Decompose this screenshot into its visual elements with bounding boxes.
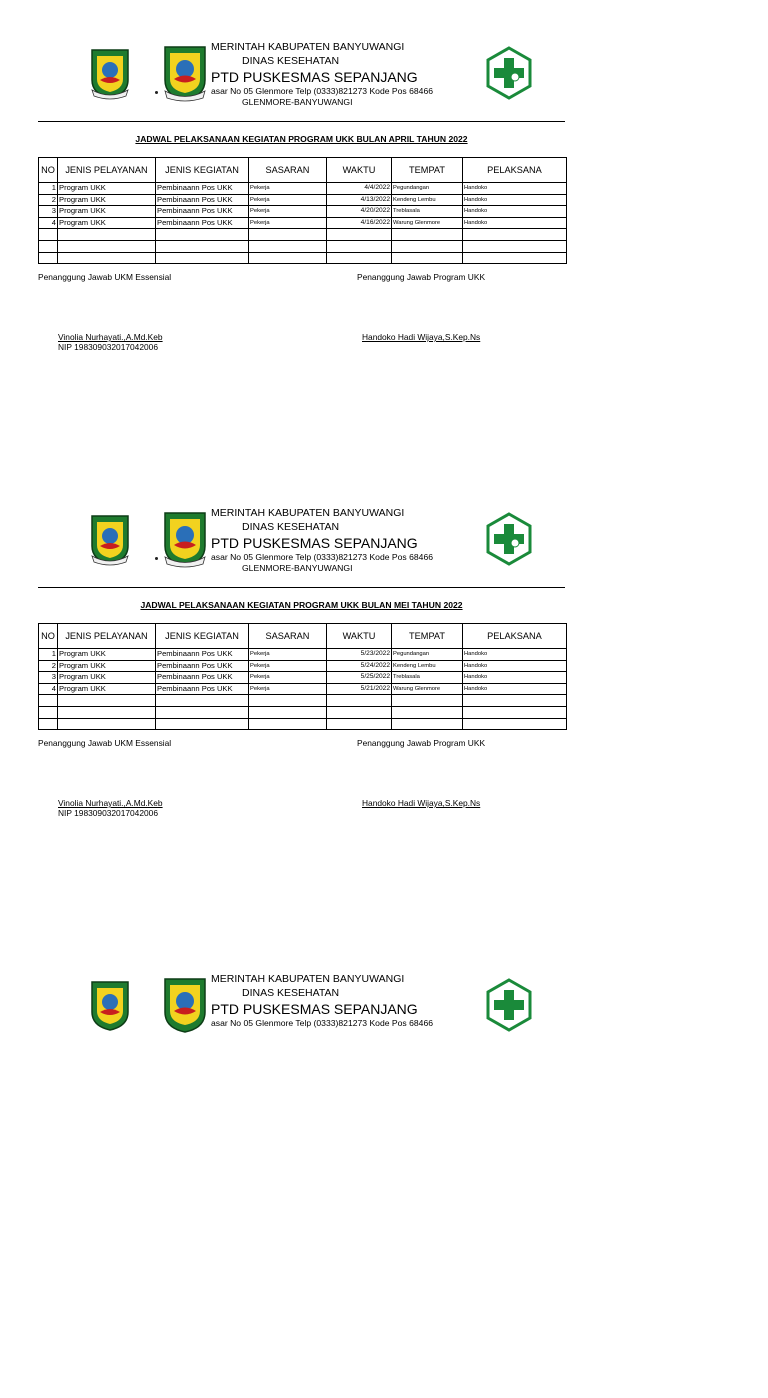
cell-sasaran: Pekerja <box>249 649 327 661</box>
cell-waktu: 5/24/2022 <box>327 660 392 672</box>
empty-row <box>39 229 567 241</box>
puskesmas-logo-icon <box>485 512 533 566</box>
cell-waktu: 5/21/2022 <box>327 683 392 695</box>
table-row <box>39 183 567 195</box>
signature-nip-left: NIP 198309032017042006 <box>58 342 158 352</box>
cell-sasaran: Pekerja <box>249 683 327 695</box>
regency-emblem-icon <box>160 508 210 568</box>
header-no: NO <box>39 624 58 649</box>
letterhead-city: GLENMORE-BANYUWANGI <box>242 97 353 107</box>
empty-row <box>39 706 567 718</box>
cell-kegiatan: Pembinaann Pos UKK <box>156 217 249 229</box>
cell-no: 3 <box>39 672 58 684</box>
cell-pelayanan: Program UKK <box>58 649 156 661</box>
cell-pelayanan: Program UKK <box>58 183 156 195</box>
letterhead-department: DINAS KESEHATAN <box>242 521 340 533</box>
header-divider <box>38 121 565 122</box>
header-jenis-kegiatan: JENIS KEGIATAN <box>156 624 249 649</box>
letterhead-address: asar No 05 Glenmore Telp (0333)821273 Kode Pos 68466 <box>211 552 433 562</box>
cell-waktu: 4/4/2022 <box>327 183 392 195</box>
cell-waktu: 4/16/2022 <box>327 217 392 229</box>
cell-kegiatan: Pembinaann Pos UKK <box>156 683 249 695</box>
empty-row <box>39 695 567 707</box>
signature-name-right: Handoko Hadi Wijaya,S.Kep.Ns <box>362 798 481 808</box>
schedule-table <box>38 623 567 730</box>
empty-row <box>39 252 567 264</box>
table-header-row <box>39 158 567 183</box>
cell-kegiatan: Pembinaann Pos UKK <box>156 660 249 672</box>
cell-kegiatan: Pembinaann Pos UKK <box>156 183 249 195</box>
schedule-title: JADWAL PELAKSANAAN KEGIATAN PROGRAM UKK BULAN APRIL TAHUN 2022 <box>135 134 468 144</box>
letterhead-section-partial <box>0 932 768 1398</box>
header-jenis-pelayanan: JENIS PELAYANAN <box>58 624 156 649</box>
header-jenis-kegiatan: JENIS KEGIATAN <box>156 158 249 183</box>
cell-waktu: 5/25/2022 <box>327 672 392 684</box>
cell-pelaksana: Handoko <box>463 217 567 229</box>
regency-emblem-icon <box>160 974 210 1034</box>
letterhead-address: asar No 05 Glenmore Telp (0333)821273 Kode Pos 68466 <box>211 86 433 96</box>
cell-tempat: Treblasala <box>392 206 463 218</box>
signature-name-left: Vinolia Nurhayati.,A.Md.Keb <box>58 798 163 808</box>
cell-sasaran: Pekerja <box>249 672 327 684</box>
decorative-dot <box>155 91 158 94</box>
cell-pelaksana: Handoko <box>463 649 567 661</box>
cell-tempat: Pegundangan <box>392 649 463 661</box>
header-waktu: WAKTU <box>327 624 392 649</box>
cell-kegiatan: Pembinaann Pos UKK <box>156 649 249 661</box>
table-row <box>39 206 567 218</box>
table-row <box>39 194 567 206</box>
cell-pelaksana: Handoko <box>463 183 567 195</box>
signature-name-right: Handoko Hadi Wijaya,S.Kep.Ns <box>362 332 481 342</box>
letterhead-department: DINAS KESEHATAN <box>242 987 340 999</box>
header-divider <box>38 587 565 588</box>
cell-no: 1 <box>39 649 58 661</box>
signature-role-right: Penanggung Jawab Program UKK <box>357 738 486 748</box>
cell-pelaksana: Handoko <box>463 660 567 672</box>
header-sasaran: SASARAN <box>249 624 327 649</box>
letterhead-city: GLENMORE-BANYUWANGI <box>242 563 353 573</box>
signature-role-left: Penanggung Jawab UKM Essensial <box>38 272 172 282</box>
signature-name-left: Vinolia Nurhayati.,A.Md.Keb <box>58 332 163 342</box>
signature-nip-left: NIP 198309032017042006 <box>58 808 158 818</box>
letterhead-puskesmas: PTD PUSKESMAS SEPANJANG <box>211 535 418 551</box>
cell-no: 1 <box>39 183 58 195</box>
schedule-title: JADWAL PELAKSANAAN KEGIATAN PROGRAM UKK BULAN MEI TAHUN 2022 <box>140 600 463 610</box>
cell-no: 3 <box>39 206 58 218</box>
table-row <box>39 672 567 684</box>
table-header-row <box>39 624 567 649</box>
regency-emblem-icon <box>88 46 132 100</box>
cell-kegiatan: Pembinaann Pos UKK <box>156 672 249 684</box>
letterhead-government: MERINTAH KABUPATEN BANYUWANGI <box>211 41 405 53</box>
cell-no: 2 <box>39 660 58 672</box>
cell-waktu: 4/20/2022 <box>327 206 392 218</box>
table-row <box>39 649 567 661</box>
cell-pelayanan: Program UKK <box>58 194 156 206</box>
letterhead-government: MERINTAH KABUPATEN BANYUWANGI <box>211 973 405 985</box>
cell-tempat: Treblasala <box>392 672 463 684</box>
empty-row <box>39 240 567 252</box>
cell-pelayanan: Program UKK <box>58 217 156 229</box>
header-no: NO <box>39 158 58 183</box>
cell-sasaran: Pekerja <box>249 660 327 672</box>
letterhead-puskesmas: PTD PUSKESMAS SEPANJANG <box>211 69 418 85</box>
cell-tempat: Warung Glenmore <box>392 217 463 229</box>
cell-kegiatan: Pembinaann Pos UKK <box>156 194 249 206</box>
cell-waktu: 4/13/2022 <box>327 194 392 206</box>
cell-pelaksana: Handoko <box>463 194 567 206</box>
cell-pelaksana: Handoko <box>463 683 567 695</box>
cell-sasaran: Pekerja <box>249 194 327 206</box>
cell-pelaksana: Handoko <box>463 672 567 684</box>
cell-pelayanan: Program UKK <box>58 660 156 672</box>
cell-no: 2 <box>39 194 58 206</box>
table-row <box>39 683 567 695</box>
cell-waktu: 5/23/2022 <box>327 649 392 661</box>
cell-pelayanan: Program UKK <box>58 672 156 684</box>
table-row <box>39 217 567 229</box>
cell-pelayanan: Program UKK <box>58 683 156 695</box>
letterhead-government: MERINTAH KABUPATEN BANYUWANGI <box>211 507 405 519</box>
cell-no: 4 <box>39 683 58 695</box>
cell-pelaksana: Handoko <box>463 206 567 218</box>
header-sasaran: SASARAN <box>249 158 327 183</box>
signature-role-left: Penanggung Jawab UKM Essensial <box>38 738 172 748</box>
schedule-section-april <box>0 0 768 466</box>
letterhead-address: asar No 05 Glenmore Telp (0333)821273 Kode Pos 68466 <box>211 1018 433 1028</box>
schedule-table <box>38 157 567 264</box>
regency-emblem-icon <box>88 512 132 566</box>
header-waktu: WAKTU <box>327 158 392 183</box>
header-jenis-pelayanan: JENIS PELAYANAN <box>58 158 156 183</box>
cell-sasaran: Pekerja <box>249 217 327 229</box>
letterhead-puskesmas: PTD PUSKESMAS SEPANJANG <box>211 1001 418 1017</box>
cell-tempat: Kendeng Lembu <box>392 660 463 672</box>
regency-emblem-icon <box>160 42 210 102</box>
cell-tempat: Pegundangan <box>392 183 463 195</box>
cell-kegiatan: Pembinaann Pos UKK <box>156 206 249 218</box>
cell-tempat: Warung Glenmore <box>392 683 463 695</box>
header-tempat: TEMPAT <box>392 624 463 649</box>
header-pelaksana: PELAKSANA <box>463 624 567 649</box>
header-tempat: TEMPAT <box>392 158 463 183</box>
header-pelaksana: PELAKSANA <box>463 158 567 183</box>
cell-pelayanan: Program UKK <box>58 206 156 218</box>
schedule-section-mei <box>0 466 768 932</box>
table-row <box>39 660 567 672</box>
empty-row <box>39 718 567 730</box>
decorative-dot <box>155 557 158 560</box>
cell-no: 4 <box>39 217 58 229</box>
cell-sasaran: Pekerja <box>249 206 327 218</box>
letterhead-department: DINAS KESEHATAN <box>242 55 340 67</box>
cell-sasaran: Pekerja <box>249 183 327 195</box>
signature-role-right: Penanggung Jawab Program UKK <box>357 272 486 282</box>
cell-tempat: Kendeng Lembu <box>392 194 463 206</box>
puskesmas-logo-icon <box>485 46 533 100</box>
